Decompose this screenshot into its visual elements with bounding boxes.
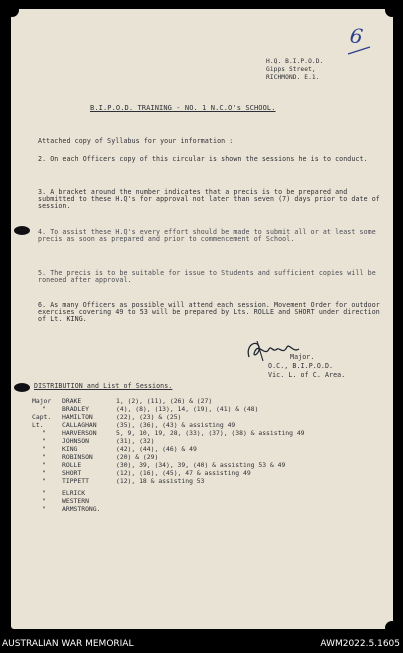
punch-hole-mark (14, 226, 30, 235)
paragraph-2: 2. On each Officers copy of this circular is shown the sessions he is to conduct. (38, 155, 368, 163)
paragraph-3: 3. A bracket around the number indicates that a precis is to be prepared and submitted to these H.Q's for approval not later than seven (7) days prior to date of session. (38, 188, 380, 211)
officer-name: KING (62, 445, 78, 453)
handwritten-underline (346, 45, 374, 57)
officer-name: BRADLEY (62, 405, 89, 413)
officer-name: JOHNSON (62, 437, 89, 445)
officer-name: WESTERN (62, 497, 89, 505)
distribution-row (32, 413, 362, 421)
distribution-row (32, 405, 362, 413)
distribution-row (32, 453, 362, 461)
officer-name: ARMSTRONG. (62, 505, 101, 513)
officer-name: SHORT (62, 469, 82, 477)
officer-name: HAMILTON (62, 413, 93, 421)
signature-role: O.C., B.I.P.O.D. (268, 362, 334, 370)
officer-sessions: (12), (16), (45), 47 & assisting 49 (116, 469, 251, 477)
officer-rank: " (42, 461, 46, 469)
paragraph-6: 6. As many Officers as possible will attend each session. Movement Order for outdoor exercises covering 49 to 53 will be prepared by Lts. ROLLE and SHORT under direction of Lt. KING. (38, 301, 380, 324)
officer-rank: " (42, 437, 46, 445)
document-title: B.I.P.O.D. TRAINING - NO. 1 N.C.O's SCHOOL. (90, 104, 276, 112)
officer-name: ROBINSON (62, 453, 93, 461)
officer-rank: " (42, 429, 46, 437)
distribution-row (32, 489, 362, 497)
paragraph-5: 5. The precis is to be suitable for issue to Students and sufficient copies will be roneoed after approval. (38, 269, 376, 285)
distribution-row (32, 397, 362, 405)
officer-name: DRAKE (62, 397, 82, 405)
distribution-row (32, 505, 362, 513)
officer-rank: " (42, 405, 46, 413)
corner-hole (385, 621, 399, 635)
officer-sessions: (12), 18 & assisting 53 (116, 477, 205, 485)
officer-sessions: (42), (44), (46) & 49 (116, 445, 197, 453)
officer-sessions: (22), (23) & (25) (116, 413, 182, 421)
officer-rank: Major (32, 397, 52, 405)
distribution-row (32, 477, 362, 485)
officer-rank: " (42, 497, 46, 505)
distribution-row (32, 437, 362, 445)
distribution-row (32, 429, 362, 437)
officer-sessions: (4), (8), (13), 14, (19), (41) & (48) (116, 405, 259, 413)
officer-name: ELRICK (62, 489, 86, 497)
distribution-row (32, 461, 362, 469)
officer-rank: " (42, 445, 46, 453)
letterhead-line: Gipps Street, (266, 66, 316, 73)
officer-name: HARVERSON (62, 429, 97, 437)
punch-hole-mark (14, 383, 30, 392)
handwritten-page-number: 6 (348, 23, 365, 49)
letterhead-line: H.Q. B.I.P.O.D. (266, 58, 324, 65)
officer-rank: " (42, 469, 46, 477)
officer-name: CALLAGHAN (62, 421, 97, 429)
archive-name: AUSTRALIAN WAR MEMORIAL (2, 639, 134, 649)
officer-rank: Capt. (32, 413, 52, 421)
officer-rank: " (42, 505, 46, 513)
officer-sessions: 1, (2), (11), (26) & (27) (116, 397, 213, 405)
distribution-heading: DISTRIBUTION and List of Sessions. (34, 382, 173, 390)
signature-rank: Major. (290, 353, 315, 361)
officer-name: TIPPETT (62, 477, 89, 485)
officer-sessions: 5, 9, 10, 19, 28, (33), (37), (38) & assisting 49 (116, 429, 305, 437)
archive-reference: AWM2022.5.1605 (320, 639, 400, 649)
officer-sessions: (35), (36), (43) & assisting 49 (116, 421, 236, 429)
paragraph-4: 4. To assist these H.Q's every effort should be made to submit all or at least some precis as soon as prepared and prior to commencement of School. (38, 228, 376, 244)
officer-rank: " (42, 477, 46, 485)
distribution-row (32, 421, 362, 429)
distribution-row (32, 469, 362, 477)
officer-rank: " (42, 453, 46, 461)
officer-sessions: (20) & (29) (116, 453, 159, 461)
corner-hole (5, 3, 19, 17)
archive-caption-bar (0, 636, 403, 653)
paragraph-1: Attached copy of Syllabus for your information : (38, 137, 234, 145)
officer-name: ROLLE (62, 461, 82, 469)
signature-area: Vic. L. of C. Area. (268, 371, 346, 379)
officer-rank: " (42, 489, 46, 497)
officer-sessions: (30), 39, (34), 39, (40) & assisting 53 & 49 (116, 461, 286, 469)
officer-rank: Lt. (32, 421, 44, 429)
letterhead-line: RICHMOND. E.1. (266, 74, 320, 81)
distribution-row (32, 497, 362, 505)
distribution-row (32, 445, 362, 453)
corner-hole (385, 3, 399, 17)
officer-sessions: (31), (32) (116, 437, 155, 445)
